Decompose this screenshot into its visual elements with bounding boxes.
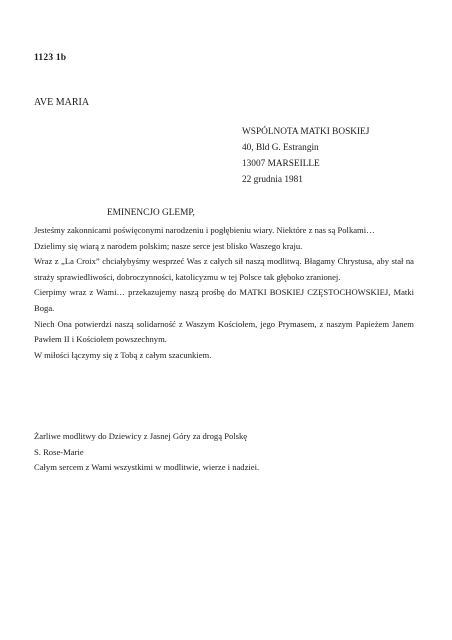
document-reference: 1123 1b (34, 53, 67, 63)
salutation: EMINENCJO GLEMP, (107, 208, 195, 218)
address-line: 40, Bld G. Estrangin (242, 143, 319, 153)
letter-date: 22 grudnia 1981 (242, 175, 303, 185)
body-paragraph: Wraz z „La Croix” chciałybyśmy wesprzeć Was z całych sił naszą modlitwą. Błagamy Chrystusa, aby stał na straży sprawiedliwości, dobroczynności, katolicyzmu w tej Polsce tak głęboko zranionej. (34, 256, 414, 282)
greeting-heading: AVE MARIA (34, 97, 90, 108)
letter-closing (34, 429, 414, 476)
closing-line: Całym sercem z Wami wszystkimi w modlitwie, wierze i nadziei. (34, 462, 260, 473)
body-paragraph: Niech Ona potwierdzi naszą solidarność z Waszym Kościołem, jego Prymasem, z naszym Papieżem Janem Pawłem II i Kościołem powszechnym. (34, 318, 414, 345)
sender-address-block (242, 124, 369, 188)
body-paragraph: Dzielimy się wiarą z narodem polskim; nasze serce jest blisko Waszego kraju. (34, 240, 303, 251)
body-paragraph: Cierpimy wraz z Wami… przekazujemy naszą prośbę do MATKI BOSKIEJ CZĘSTOCHOWSKIEJ, Matki Boga. (34, 287, 414, 313)
body-paragraph: Jesteśmy zakonnicami poświęconymi narodzeniu i pogłębieniu wiary. Niektóre z nas są Polkami… (34, 225, 375, 235)
body-paragraph: W miłości łączymy się z Tobą z całym szacunkiem. (34, 349, 212, 360)
letter-body (34, 223, 414, 363)
signature-name: S. Rose-Marie (34, 446, 84, 457)
closing-line: Żarliwe modlitwy do Dziewicy z Jasnej Góry za drogą Polskę (34, 431, 248, 441)
address-line: 13007 MARSEILLE (242, 159, 320, 169)
address-line: WSPÓLNOTA MATKI BOSKIEJ (242, 127, 370, 137)
